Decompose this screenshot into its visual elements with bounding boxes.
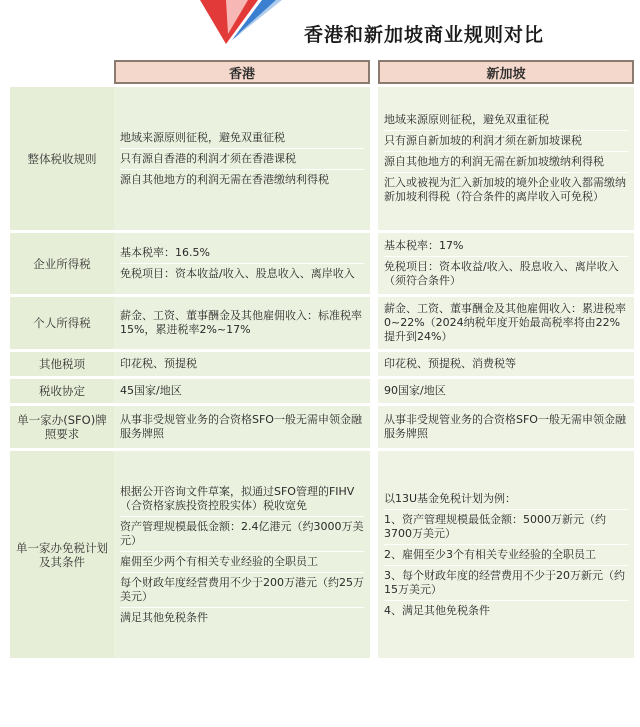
- table-row: [10, 294, 634, 349]
- row-category: 整体税收规则: [10, 84, 114, 230]
- row-category: 单一家办(SFO)牌照要求: [10, 403, 114, 448]
- sg-cell: [378, 403, 634, 448]
- table-row: [10, 84, 634, 230]
- row-category: 税收协定: [10, 376, 114, 403]
- table-row: [10, 230, 634, 294]
- hk-cell: [114, 294, 370, 349]
- hk-text-line: 源自其他地方的利润无需在香港缴纳利得税: [120, 172, 329, 186]
- table-row: [10, 448, 634, 658]
- row-category: 单一家办免税计划及其条件: [10, 448, 114, 658]
- sg-text-line: 地域来源原则征税，避免双重征税: [384, 110, 628, 131]
- comparison-table: [10, 60, 634, 658]
- row-category: 企业所得税: [10, 230, 114, 294]
- sg-text-line: 90国家/地区: [384, 384, 446, 397]
- hk-text-line: 根据公开咨询文件草案，拟通过SFO管理的FIHV（合资格家族投资控股实体）税收宽免: [120, 482, 364, 517]
- hk-text-line: 雇佣至少两个有相关专业经验的全职员工: [120, 552, 364, 573]
- hk-text-line: 满足其他免税条件: [120, 610, 208, 624]
- row-category: 个人所得税: [10, 294, 114, 349]
- sg-cell: [378, 448, 634, 658]
- header-corner: [10, 60, 114, 84]
- hk-text-line: 只有源自香港的利润才须在香港课税: [120, 149, 364, 170]
- table-row: [10, 376, 634, 403]
- sg-text-line: 以13U基金免税计划为例：: [384, 489, 628, 510]
- sg-text-line: 只有源自新加坡的利润才须在新加坡课税: [384, 131, 628, 152]
- sg-cell: [378, 294, 634, 349]
- page-title: 香港和新加坡商业规则对比: [303, 24, 544, 46]
- hk-text-line: 印花税、预提税: [120, 357, 197, 370]
- hk-text-line: 从事非受规管业务的合资格SFO一般无需申领金融服务牌照: [120, 413, 362, 440]
- header-hk: 香港: [114, 60, 370, 84]
- hk-text-line: 基本税率：16.5%: [120, 243, 364, 264]
- sg-text-line: 1、资产管理规模最低金额：5000万新元（约3700万美元）: [384, 510, 628, 545]
- row-category: 其他税项: [10, 349, 114, 376]
- sg-text-line: 从事非受规管业务的合资格SFO一般无需申领金融服务牌照: [384, 413, 626, 440]
- hk-cell: [114, 84, 370, 230]
- sg-cell: [378, 349, 634, 376]
- sg-text-line: 4、满足其他免税条件: [384, 603, 490, 617]
- sg-text-line: 2、雇佣至少3个有相关专业经验的全职员工: [384, 545, 628, 566]
- hk-cell: [114, 376, 370, 403]
- sg-text-line: 基本税率：17%: [384, 236, 628, 257]
- hk-text-line: 薪金、工资、董事酬金及其他雇佣收入：标准税率15%，累进税率2%~17%: [120, 309, 362, 336]
- sg-text-line: 薪金、工资、董事酬金及其他雇佣收入：累进税率0~22%（2024纳税年度开始最高税率将由22%提升到24%）: [384, 302, 626, 343]
- hk-cell: [114, 230, 370, 294]
- hk-cell: [114, 403, 370, 448]
- sg-text-line: 印花税、预提税、消费税等: [384, 357, 516, 370]
- sg-cell: [378, 84, 634, 230]
- hk-text-line: 免税项目：资本收益/收入、股息收入、离岸收入: [120, 267, 355, 280]
- hk-text-line: 每个财政年度经营费用不少于200万港元（约25万美元）: [120, 573, 364, 608]
- sg-text-line: 汇入或被视为汇入新加坡的境外企业收入都需缴纳新加坡利得税（符合条件的离岸收入可免税）: [384, 176, 626, 203]
- header-sg: 新加坡: [378, 60, 634, 84]
- sg-text-line: 3、每个财政年度的经营费用不少于20万新元（约15万美元）: [384, 566, 628, 601]
- hk-cell: [114, 448, 370, 658]
- hk-text-line: 资产管理规模最低金额：2.4亿港元（约3000万美元）: [120, 517, 364, 552]
- sg-text-line: 源自其他地方的利润无需在新加坡缴纳利得税: [384, 152, 628, 173]
- hk-cell: [114, 349, 370, 376]
- hk-text-line: 45国家/地区: [120, 384, 182, 397]
- sg-cell: [378, 376, 634, 403]
- sg-cell: [378, 230, 634, 294]
- table-row: [10, 403, 634, 448]
- table-row: [10, 349, 634, 376]
- sg-text-line: 免税项目：资本收益/收入、股息收入、离岸收入（须符合条件）: [384, 260, 619, 287]
- hk-text-line: 地域来源原则征税，避免双重征税: [120, 128, 364, 149]
